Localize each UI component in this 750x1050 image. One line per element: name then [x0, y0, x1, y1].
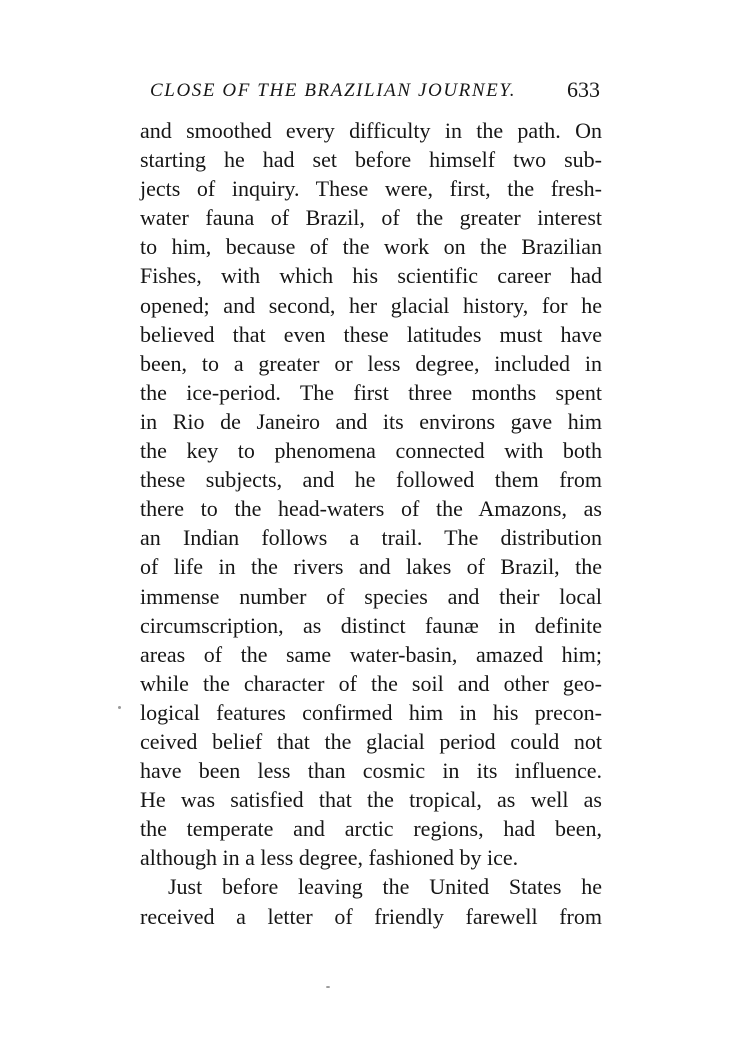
- text-line: received a letter of friendly farewell from: [140, 903, 602, 929]
- page-number: 633: [567, 77, 600, 102]
- text-line: and smoothed every difficulty in the path. On: [140, 118, 602, 143]
- print-speck: [118, 706, 121, 709]
- text-line: been, to a greater or less degree, included in: [140, 350, 602, 376]
- text-line: while the character of the soil and other geo-: [140, 670, 602, 696]
- text-line: Fishes, with which his scientific career had: [140, 263, 602, 289]
- text-line: the temperate and arctic regions, had been,: [140, 816, 602, 842]
- text-line: opened; and second, her glacial history, for he: [140, 292, 602, 318]
- text-line: He was satisfied that the tropical, as well as: [140, 787, 602, 813]
- text-line: in Rio de Janeiro and its environs gave him: [140, 408, 602, 434]
- text-line: of life in the rivers and lakes of Brazil, the: [140, 554, 602, 580]
- text-line: starting he had set before himself two sub-: [140, 147, 602, 173]
- text-line: these subjects, and he followed them from: [140, 467, 602, 493]
- text-line: jects of inquiry. These were, first, the fresh-: [140, 176, 602, 202]
- text-line: ceived belief that the glacial period could not: [140, 728, 602, 754]
- running-head: [150, 78, 600, 104]
- text-line: an Indian follows a trail. The distribution: [140, 525, 602, 551]
- running-title: CLOSE OF THE BRAZILIAN JOURNEY.: [150, 80, 517, 101]
- text-line: logical features confirmed him in his precon-: [140, 699, 602, 725]
- text-line: circumscription, as distinct faunæ in definite: [140, 612, 602, 638]
- text-line: the ice-period. The first three months spent: [140, 379, 602, 405]
- text-line: Just before leaving the United States he: [168, 874, 602, 900]
- text-line: to him, because of the work on the Brazilian: [140, 234, 602, 260]
- text-line: believed that even these latitudes must have: [140, 321, 602, 347]
- text-line: immense number of species and their local: [140, 583, 602, 609]
- body-text: [140, 116, 602, 931]
- text-line: areas of the same water-basin, amazed him;: [140, 641, 602, 667]
- text-line: although in a less degree, fashioned by ice.: [140, 845, 519, 871]
- text-line: the key to phenomena connected with both: [140, 438, 602, 464]
- text-line: have been less than cosmic in its influence.: [140, 758, 602, 784]
- text-line: water fauna of Brazil, of the greater interest: [140, 205, 602, 231]
- print-speck: [326, 986, 330, 988]
- text-line: there to the head-waters of the Amazons, as: [140, 496, 602, 522]
